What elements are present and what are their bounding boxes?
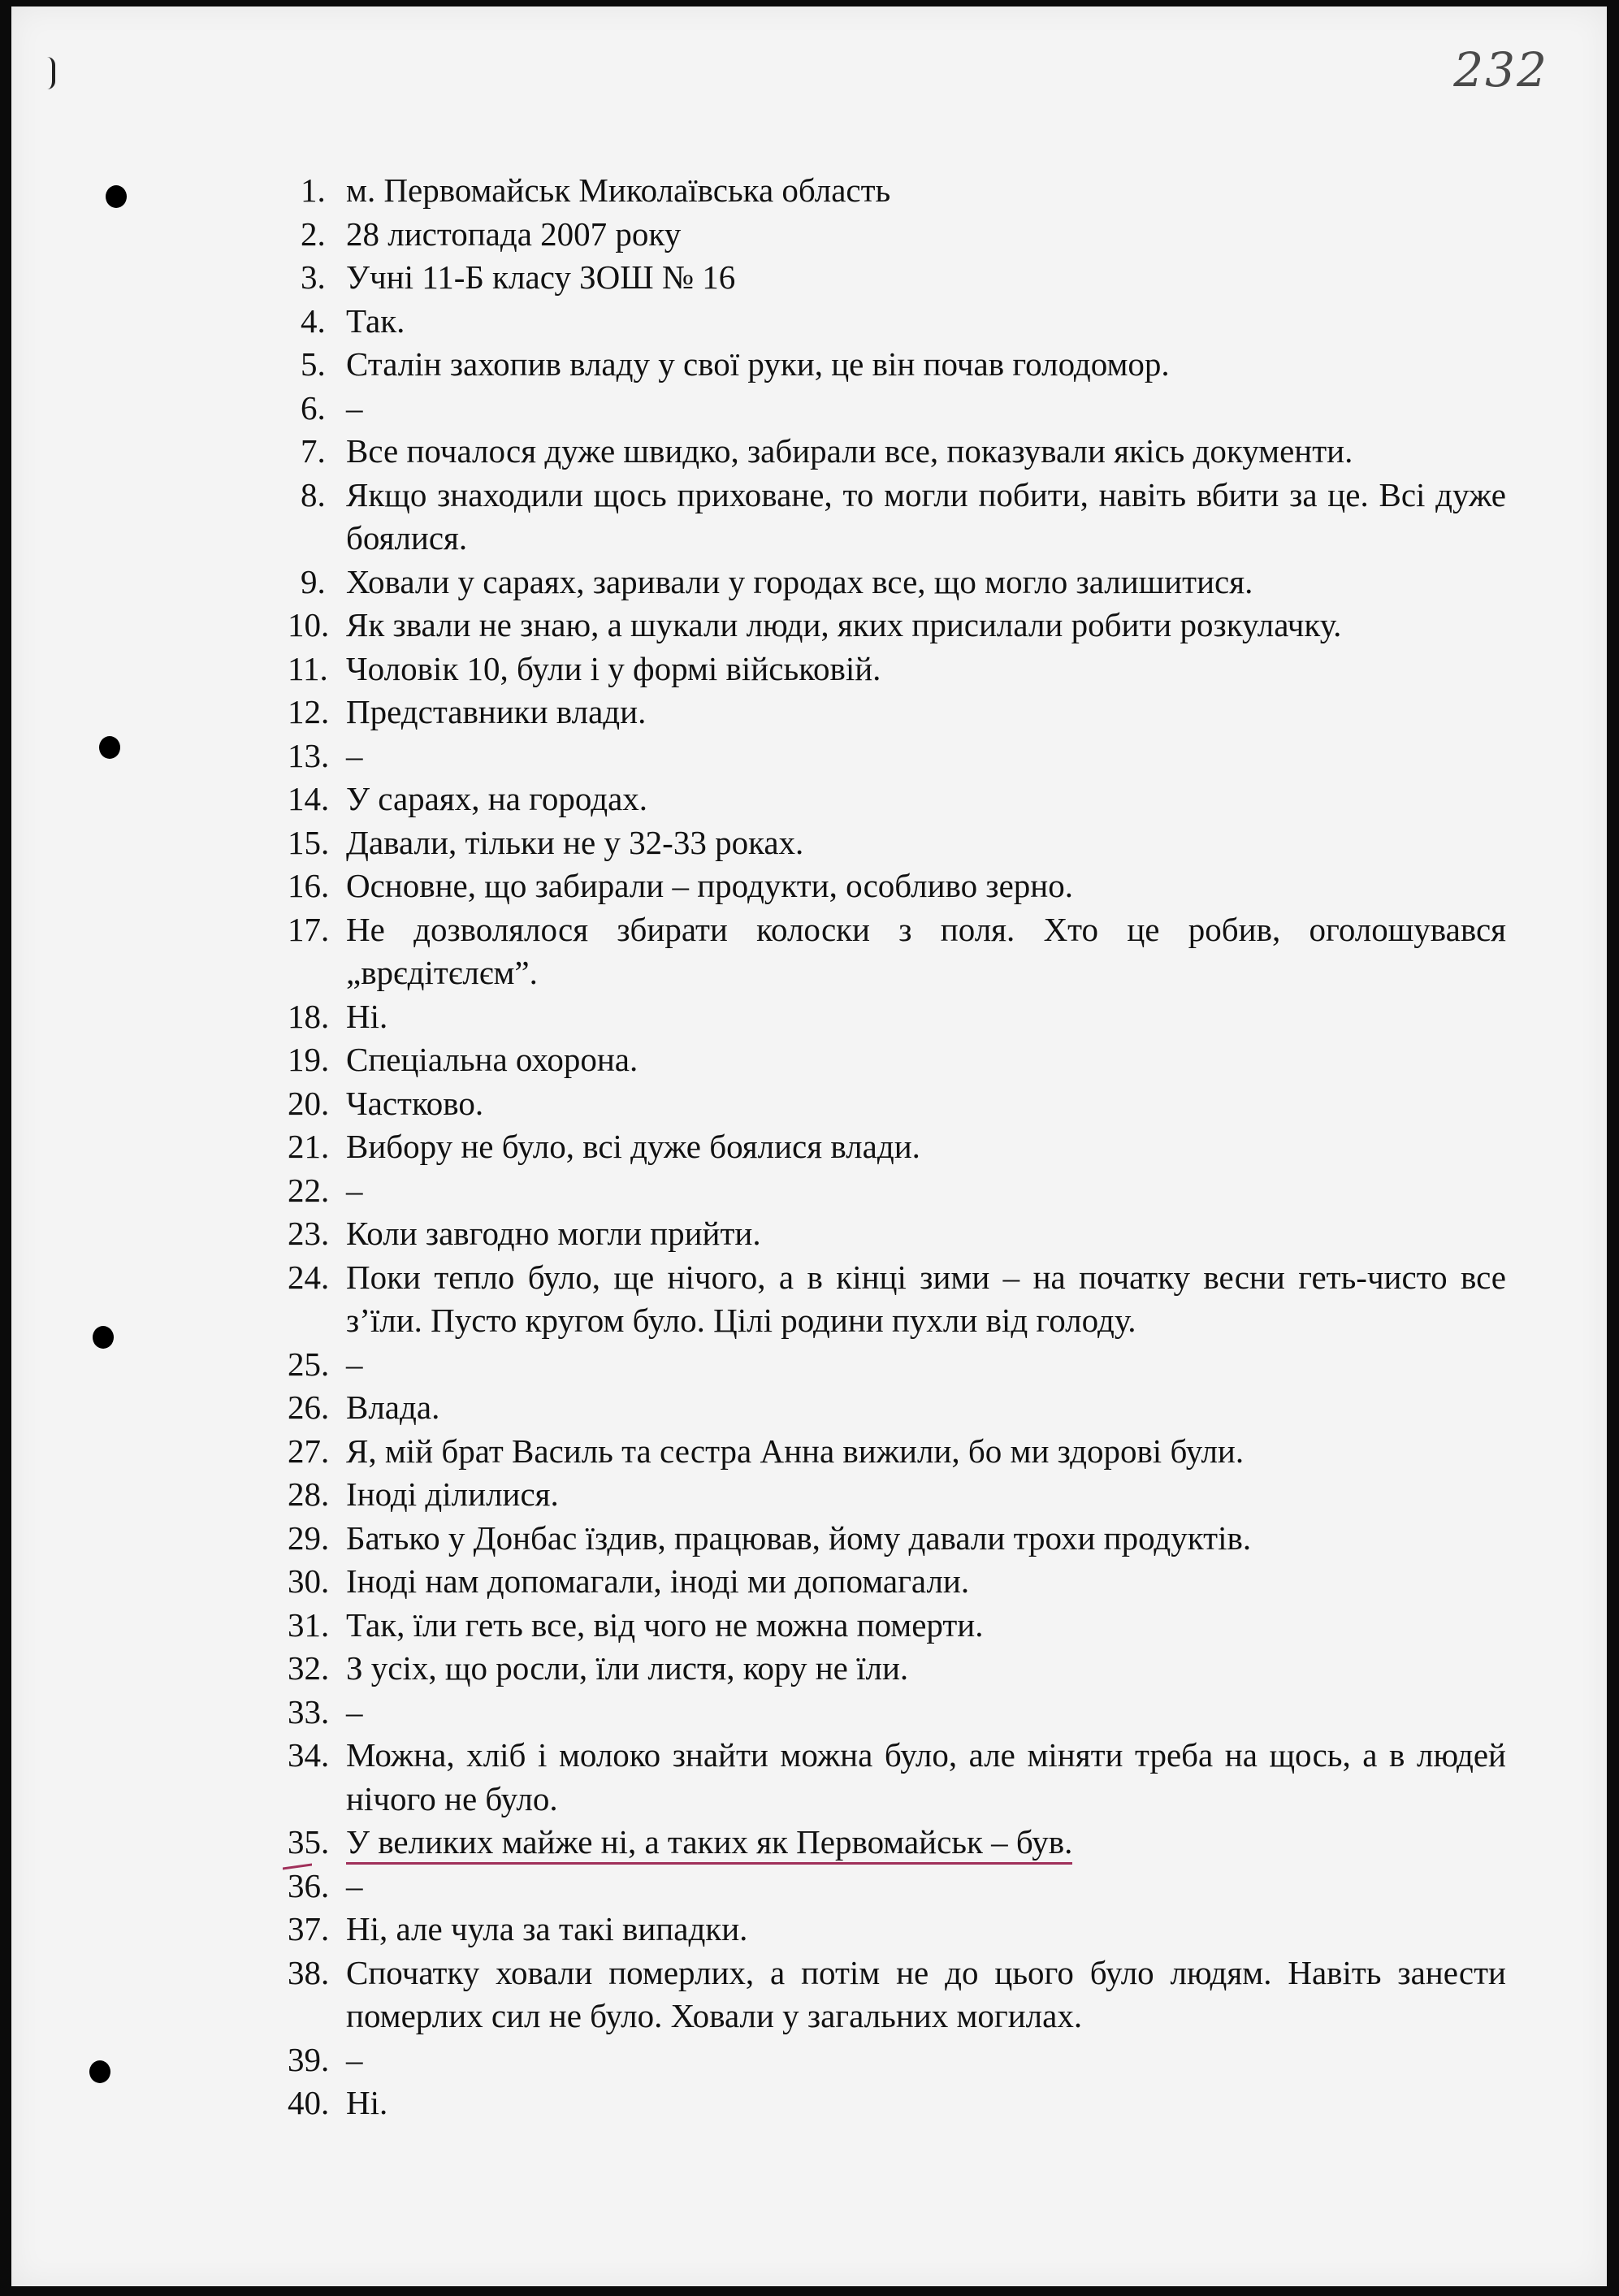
answer-text: [346, 430, 1506, 474]
answer-item: [288, 1517, 1506, 1561]
answer-number: 38.: [288, 1953, 330, 1991]
answer-item: [288, 2038, 1506, 2082]
answer-text-content: –: [346, 1866, 363, 1904]
answer-text: [346, 343, 1506, 387]
answer-text: [346, 1125, 1506, 1169]
answer-number: 8.: [301, 475, 326, 513]
answer-number: 4.: [301, 301, 326, 340]
answer-number: 36.: [288, 1866, 330, 1904]
answer-text: [346, 1517, 1506, 1561]
answer-item: [288, 1343, 1506, 1387]
answer-text: [346, 995, 1506, 1039]
punch-hole: [89, 2060, 110, 2083]
answer-text-content: Спочатку ховали померлих, а потім не до цього було людям. Навіть занести померлих сил не було. Ховали у загальних могилах.: [346, 1953, 1506, 2034]
answer-text-content: Вибору не було, всі дуже боялися влади.: [346, 1128, 920, 1165]
answer-item: [288, 474, 1506, 561]
answer-text: [346, 561, 1506, 604]
answer-text-content: Частково.: [346, 1084, 484, 1122]
answer-item: [288, 1691, 1506, 1735]
answer-item: [288, 1560, 1506, 1604]
answer-text: [346, 1430, 1506, 1474]
answer-number: 30.: [288, 1562, 330, 1600]
answer-text-content: У великих майже ні, а таких як Первомайськ – був.: [346, 1823, 1072, 1865]
answer-text-content: Не дозволялося збирати колоски з поля. Хто це робив, оголошувався „врєдітєлєм”.: [346, 910, 1506, 991]
answer-number: 6.: [301, 388, 326, 427]
answer-text: [346, 169, 1506, 213]
answer-text-content: Все почалося дуже швидко, забирали все, показували якісь документи.: [346, 432, 1353, 470]
answer-text: [346, 300, 1506, 344]
answer-text: [346, 908, 1506, 995]
answer-text: [346, 1604, 1506, 1648]
answer-item: [288, 778, 1506, 821]
page-number: 232: [1453, 42, 1548, 97]
answer-item: [288, 561, 1506, 604]
answer-item: [288, 213, 1506, 257]
answer-number: 37.: [288, 1910, 330, 1947]
answer-item: [288, 1256, 1506, 1343]
answer-number: 14.: [288, 780, 330, 817]
answer-text: [346, 1386, 1506, 1430]
answer-number: 39.: [288, 2040, 330, 2078]
answer-number: 25.: [288, 1345, 330, 1383]
answer-item: [288, 734, 1506, 778]
answer-text: [346, 1343, 1506, 1387]
answer-item: [288, 343, 1506, 387]
answer-item: [288, 1734, 1506, 1821]
answer-text: [346, 1169, 1506, 1213]
answer-text-content: –: [346, 736, 363, 774]
answer-text-content: 28 листопада 2007 року: [346, 214, 682, 253]
answer-text-content: –: [346, 1171, 363, 1209]
answer-item: [288, 300, 1506, 344]
answer-number: 5.: [301, 345, 326, 383]
answer-item: [288, 1169, 1506, 1213]
answer-text: [346, 778, 1506, 821]
answer-text-content: Так.: [346, 301, 405, 340]
answer-item: [288, 169, 1506, 213]
answer-item: [288, 387, 1506, 431]
answer-text-content: Коли завгодно могли прийти.: [346, 1215, 761, 1252]
answer-text: [346, 474, 1506, 561]
answer-text: [346, 256, 1506, 300]
answer-text-content: Ні.: [346, 2084, 388, 2121]
answer-number: 2.: [301, 214, 326, 253]
answer-item: [288, 648, 1506, 691]
answer-text: [346, 1560, 1506, 1604]
punch-hole: [99, 736, 120, 759]
answer-text: [346, 1734, 1506, 1821]
answer-text-content: Якщо знаходили щось приховане, то могли побити, навіть вбити за це. Всі дуже боялися.: [346, 475, 1506, 557]
answer-text-content: –: [346, 388, 363, 427]
answer-number: 28.: [288, 1475, 330, 1513]
answer-text-content: Іноді ділилися.: [346, 1475, 559, 1513]
answer-text-content: Я, мій брат Василь та сестра Анна вижили, бо ми здорові були.: [346, 1432, 1245, 1470]
answer-text: [346, 213, 1506, 257]
answer-number: 18.: [288, 997, 330, 1035]
answer-text-content: –: [346, 1692, 363, 1731]
answer-number: 24.: [288, 1258, 330, 1296]
answer-number: 34.: [288, 1736, 330, 1774]
answer-item: [288, 2082, 1506, 2125]
answer-text: [346, 1256, 1506, 1343]
answer-text-content: Так, їли геть все, від чого не можна померти.: [346, 1605, 984, 1644]
answer-text: [346, 604, 1506, 648]
answer-number: 11.: [288, 649, 328, 687]
answer-text: [346, 864, 1506, 908]
answer-item: [288, 1082, 1506, 1126]
punch-hole: [106, 185, 127, 208]
answer-number: 21.: [288, 1128, 330, 1165]
answer-text-content: Учні 11-Б класу ЗОШ № 16: [346, 258, 736, 296]
answer-item: [288, 908, 1506, 995]
answer-item: [288, 430, 1506, 474]
paper-sheet: [11, 6, 1607, 2286]
answer-number: 19.: [288, 1041, 330, 1078]
answer-text: [346, 734, 1506, 778]
answer-text-content: Ховали у сараях, заривали у городах все, що могло залишитися.: [346, 562, 1253, 600]
answer-number: 16.: [288, 867, 330, 904]
answer-item: [288, 256, 1506, 300]
answer-number: 3.: [301, 258, 326, 296]
answer-number: 1.: [301, 171, 326, 209]
answer-item: [288, 1386, 1506, 1430]
answer-text-content: –: [346, 1345, 363, 1383]
answer-text-content: Влада.: [346, 1388, 440, 1426]
answer-text: [346, 387, 1506, 431]
answer-number: 20.: [288, 1084, 330, 1122]
answer-number: 9.: [301, 562, 326, 600]
edge-mark: [44, 57, 55, 89]
answer-text: [346, 1952, 1506, 2038]
answer-item: [288, 864, 1506, 908]
answer-number: 22.: [288, 1171, 330, 1209]
answer-item: [288, 1430, 1506, 1474]
answer-text: [346, 2038, 1506, 2082]
answer-number: 35.: [288, 1823, 330, 1861]
answer-text: [346, 648, 1506, 691]
answer-text: [346, 1038, 1506, 1082]
answer-text-content: Спеціальна охорона.: [346, 1041, 639, 1078]
answer-number: 40.: [288, 2084, 330, 2121]
answer-number: 26.: [288, 1388, 330, 1426]
answer-text-content: Іноді нам допомагали, іноді ми допомагали.: [346, 1562, 970, 1600]
answer-item: [288, 691, 1506, 734]
answer-number: 27.: [288, 1432, 330, 1470]
answers-list: [288, 169, 1506, 2125]
answer-number: 17.: [288, 910, 330, 948]
answer-text-content: Сталін захопив владу у свої руки, це він почав голодомор.: [346, 345, 1170, 383]
answer-text-content: Ні.: [346, 997, 388, 1035]
answer-item: [288, 1647, 1506, 1691]
answer-text: [346, 1691, 1506, 1735]
answer-text-content: Як звали не знаю, а шукали люди, яких присилали робити розкулачку.: [346, 606, 1342, 643]
answer-item: [288, 1473, 1506, 1517]
answer-text-content: м. Первомайськ Миколаївська область: [346, 171, 891, 209]
answer-item: [288, 1125, 1506, 1169]
answer-text: [346, 821, 1506, 865]
answer-item: [288, 1865, 1506, 1908]
answer-text: [346, 1473, 1506, 1517]
answer-text-content: Основне, що забирали – продукти, особливо зерно.: [346, 867, 1073, 904]
answer-number: 33.: [288, 1692, 330, 1731]
answer-text-content: Батько у Донбас їздив, працював, йому давали трохи продуктів.: [346, 1518, 1252, 1557]
answer-text-content: Чоловік 10, були і у формі військовій.: [346, 649, 881, 687]
answer-item: [288, 604, 1506, 648]
answer-text: [346, 1865, 1506, 1908]
answer-item: [288, 1604, 1506, 1648]
answer-text: [346, 2082, 1506, 2125]
answer-text-content: У сараях, на городах.: [346, 780, 648, 817]
answer-number: 31.: [288, 1605, 330, 1644]
answer-text-content: Ні, але чула за такі випадки.: [346, 1910, 748, 1947]
answer-number: 32.: [288, 1649, 330, 1687]
answer-number: 13.: [288, 736, 330, 774]
answer-item: [288, 821, 1506, 865]
answer-item: [288, 995, 1506, 1039]
answer-text-content: Поки тепло було, ще нічого, а в кінці зими – на початку весни геть-чисто все з’їли. Пусто кругом було. Цілі родини пухли від голоду.: [346, 1258, 1506, 1339]
answer-number: 10.: [288, 606, 330, 643]
answer-item: [288, 1212, 1506, 1256]
answer-text-content: Давали, тільки не у 32-33 роках.: [346, 823, 804, 861]
answer-text: [346, 1212, 1506, 1256]
answer-text: [346, 691, 1506, 734]
answer-item: [288, 1908, 1506, 1952]
answer-text: [346, 1082, 1506, 1126]
answer-number: 15.: [288, 823, 330, 861]
answer-text: [346, 1908, 1506, 1952]
answer-text: [346, 1821, 1506, 1865]
answer-item: [288, 1952, 1506, 2038]
answer-number: 29.: [288, 1518, 330, 1557]
answer-item: [288, 1821, 1506, 1865]
answer-text-content: Представники влади.: [346, 693, 647, 730]
answer-number: 12.: [288, 693, 330, 730]
answer-text-content: З усіх, що росли, їли листя, кору не їли.: [346, 1649, 909, 1687]
answer-text-content: Можна, хліб і молоко знайти можна було, але міняти треба на щось, а в людей нічого не було.: [346, 1736, 1506, 1817]
answer-number: 23.: [288, 1215, 330, 1252]
punch-hole: [93, 1326, 114, 1349]
answer-number: 7.: [301, 432, 326, 470]
answer-text-content: –: [346, 2040, 363, 2078]
answer-item: [288, 1038, 1506, 1082]
answer-text: [346, 1647, 1506, 1691]
